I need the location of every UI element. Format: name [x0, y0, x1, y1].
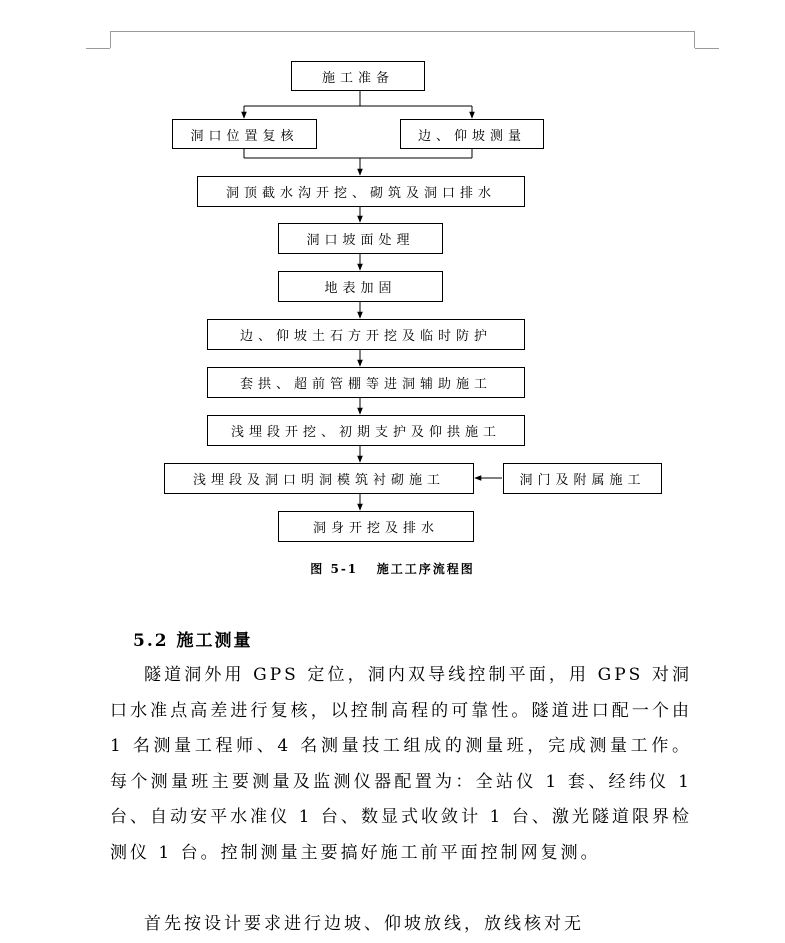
- flow-step-slope-treatment: 洞口坡面处理: [278, 223, 443, 254]
- flow-step-intercept-ditch: 洞顶截水沟开挖、砌筑及洞口排水: [197, 176, 525, 207]
- flow-step-ground-reinforce: 地表加固: [278, 271, 443, 302]
- body-paragraph-2: 首先按设计要求进行边坡、仰坡放线，放线核对无: [144, 914, 584, 934]
- flow-step-prep: 施工准备: [291, 61, 425, 91]
- body-paragraph-1: 隧道洞外用 GPS 定位，洞内双导线控制平面，用 GPS 对洞口水准点高差进行复核，以控制高程的可靠性。隧道进口配一个由 1 名测量工程师、4 名测量技工组成的测量班，完成测量工作。每个测量班主要测量及监测仪器配置为：全站仪 1 套、经纬仪 1 台、自动安平水准仪 1 台、数显式收敛计 1 台、激光隧道限界检测仪 1 台。控制测量主要搞好施工前平面控制网复测。: [110, 665, 692, 863]
- section-heading: 5.2 施工测量: [133, 631, 253, 651]
- flow-step-earthwork: 边、仰坡土石方开挖及临时防护: [207, 319, 525, 350]
- figure-caption: 图 5-1 施工工序流程图: [310, 562, 475, 576]
- flow-step-slope-survey: 边、仰坡测量: [400, 119, 544, 149]
- flow-step-shallow-excavation: 浅埋段开挖、初期支护及仰拱施工: [207, 415, 525, 446]
- flow-step-pipe-roof: 套拱、超前管棚等进洞辅助施工: [207, 367, 525, 398]
- flow-step-tunnel-body: 洞身开挖及排水: [278, 511, 474, 542]
- flow-step-open-cut-lining: 浅埋段及洞口明洞模筑衬砌施工: [164, 463, 474, 494]
- flow-step-portal-structures: 洞门及附属施工: [503, 463, 662, 494]
- flow-step-portal-check: 洞口位置复核: [172, 119, 317, 149]
